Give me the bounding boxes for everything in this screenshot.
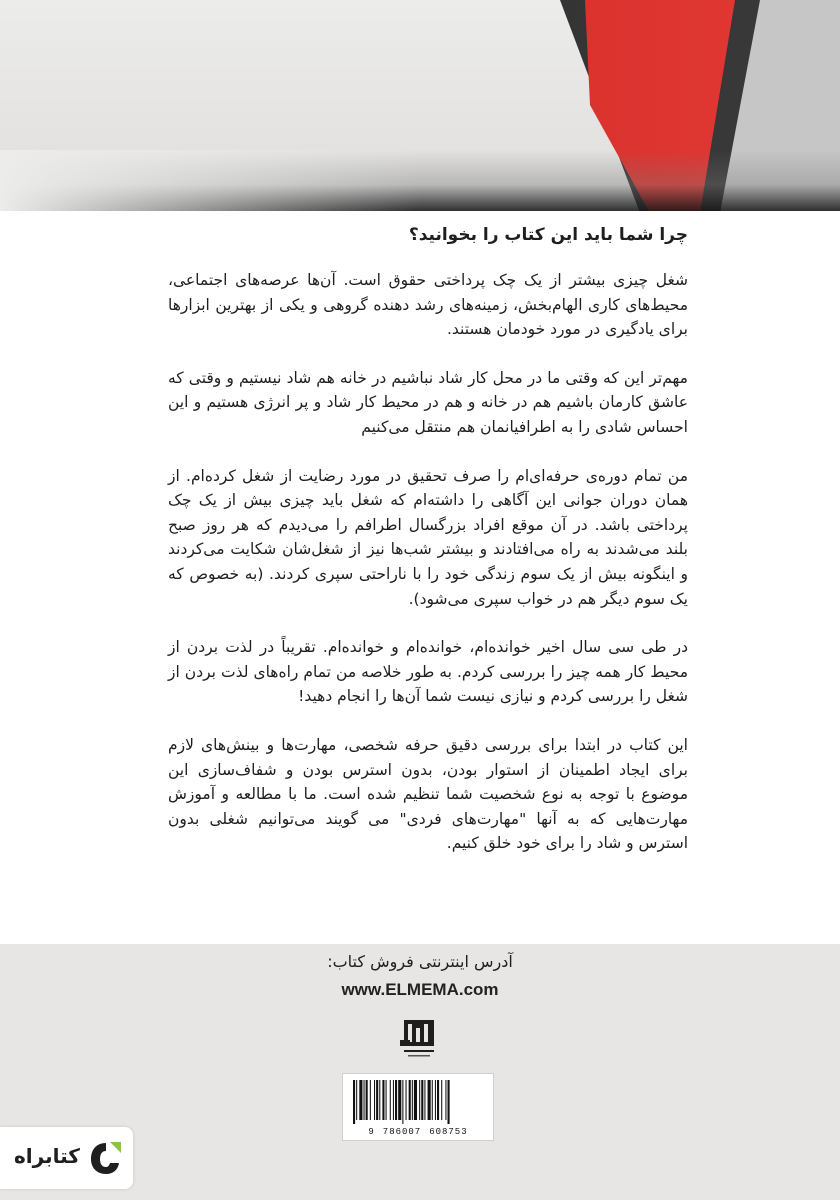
isbn-barcode <box>342 1073 494 1141</box>
ketabrah-watermark <box>0 1127 133 1189</box>
paragraph-3: من تمام دوره‌ی حرفه‌ای‌ام را صرف تحقیق در مورد رضایت از شغل کرده‌ام. از همان دوران جوانی این آگاهی را داشته‌ام که شغل باید چیزی بیش از یک چک پرداختی باشد. در آن موقع افراد بزرگسال اطرافم را می‌دیدم که هر روز صبح بلند می‌شدند به راه می‌افتادند و بیشتر شب‌ها نیز از شغل‌شان شکایت می‌کردند و اینگونه بیش از یک سوم زندگی خود را با ناراحتی سپری کردند. (به خصوص که یک سوم دیگر هم در خواب سپری می‌شود). <box>168 466 688 608</box>
barcode-bar <box>441 1080 442 1120</box>
barcode-bar <box>386 1080 387 1120</box>
back-cover-text <box>168 222 688 880</box>
paragraph-1: شغل چیزی بیشتر از یک چک پرداختی حقوق است. آن‌ها عرصه‌های اجتماعی، محیط‌های کاری الهام‌بخش، زمینه‌های رشد دهنده گروهی و یکی از بهترین ابزارها برای یادگیری در مورد خودمان هستند. <box>168 271 688 339</box>
barcode-number: 9 786007 608753 <box>368 1127 468 1137</box>
watermark-text: کتابراه <box>14 1144 80 1168</box>
barcode-bar <box>376 1080 378 1120</box>
divider <box>0 211 840 213</box>
band-fade-left <box>0 150 420 213</box>
barcode-bar <box>432 1080 433 1120</box>
barcode-bar <box>412 1080 413 1120</box>
publisher-logo <box>390 1018 450 1062</box>
barcode-bar <box>435 1080 436 1120</box>
barcode-bar <box>445 1080 446 1120</box>
barcode-bar <box>409 1080 411 1120</box>
barcode-bar <box>448 1080 450 1124</box>
address-label: آدرس اینترنتی فروش کتاب: <box>327 952 513 971</box>
paragraph-4: در طی سی سال اخیر خوانده‌ام، خوانده‌ام و خوانده‌ام. تقریباً در لذت بردن از محیط کار همه چیز را بررسی کردم. به طور خلاصه من تمام راه‌های لذت بردن از شغل را بررسی کردم و نیازی نیست شما آن‌ها را انجام دهید! <box>168 638 688 706</box>
barcode-bar <box>428 1080 431 1120</box>
barcode-bar <box>395 1080 397 1120</box>
paragraph-2: مهم‌تر این که وقتی ما در محل کار شاد نباشیم در خانه هم شاد نیستیم و وقتی که عاشق کارمان باشیم هم در خانه و هم در محیط کار شاد و پر انرژی هستیم و این احساس شادی را به اطرافیانمان هم منتقل می‌کنیم <box>168 368 688 436</box>
barcode-bar <box>402 1080 403 1124</box>
section-heading: چرا شما باید این کتاب را بخوانید؟ <box>408 225 688 245</box>
barcode-bar <box>356 1080 357 1120</box>
barcode-bar <box>393 1080 394 1120</box>
barcode-bar <box>366 1080 368 1120</box>
barcode-bar <box>359 1080 362 1120</box>
barcode-bar <box>379 1080 380 1120</box>
barcode-bar <box>414 1080 417 1120</box>
website-link[interactable]: www.ELMEMA.com <box>341 980 499 999</box>
barcode-bar <box>353 1080 355 1124</box>
barcode-bar <box>398 1080 401 1120</box>
barcode-bar <box>421 1080 423 1120</box>
paragraph-5: این کتاب در ابتدا برای بررسی دقیق حرفه شخصی، مهارت‌ها و بینش‌های لازم برای ایجاد اطمینان از استوار بودن، بدون استرس بودن و شفاف‌سازی این موضوع با توجه به نوع شخصیت شما تنظیم شده است. ما با مطالعه و آموزش مهارت‌هایی که به آنها "مهارت‌های فردی" می گویند می‌توانیم شغلی بدون استرس و شاد را برای خود خلق کنیم. <box>168 735 688 853</box>
barcode-bar <box>437 1080 439 1120</box>
ketabrah-logo-icon <box>88 1139 124 1177</box>
barcode-bar <box>406 1080 407 1120</box>
barcode-bar <box>370 1080 371 1120</box>
cover-decoration <box>0 0 840 213</box>
barcode-bar <box>374 1080 375 1120</box>
barcode-bar <box>364 1080 365 1120</box>
barcode-bar <box>382 1080 384 1120</box>
barcode-bar <box>390 1080 391 1120</box>
barcode-bar <box>424 1080 425 1120</box>
barcode-bar <box>419 1080 420 1120</box>
